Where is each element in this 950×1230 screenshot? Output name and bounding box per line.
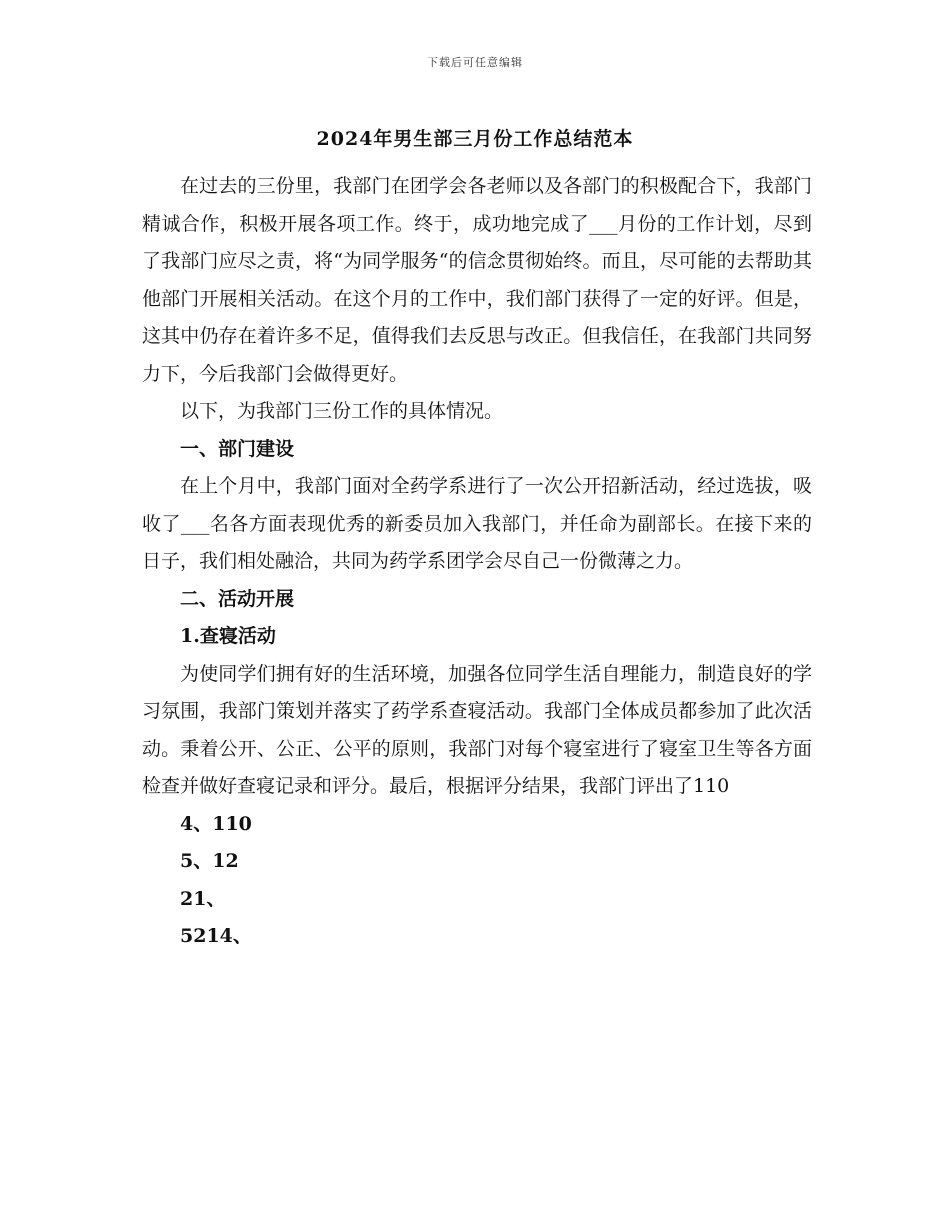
dorm-check-paragraph: 为使同学们拥有好的生活环境，加强各位同学生活自理能力，制造良好的学习氛围，我部门策划并落实了药学系查寝活动。我部门全体成员都参加了此次活动。秉着公开、公正、公平的原则，我部门对每个寝室进行了寝室卫生等各方面检查并做好查寝记录和评分。最后，根据评分结果，我部门评出了110 [142, 662, 812, 797]
document-body [142, 168, 812, 956]
header-note: 下载后可任意编辑 [427, 56, 523, 69]
section-heading-activities: 二、活动开展 [180, 587, 295, 610]
section1-paragraph: 在上个月中，我部门面对全药学系进行了一次公开招新活动，经过选拔，吸收了___名各方面表现优秀的新委员加入我部门，并任命为副部长。在接下来的日子，我们相处融洽，共同为药学系团学会尽自己一份微薄之力。 [142, 475, 812, 572]
section-heading-department-building: 一、部门建设 [180, 437, 295, 460]
list-item: 4、110 [180, 812, 252, 835]
subsection-heading-dorm-check: 1.查寝活动 [180, 625, 276, 647]
list-item: 5、12 [180, 850, 239, 872]
list-item: 5214、 [180, 925, 252, 947]
list-item: 21、 [180, 887, 226, 910]
intro-paragraph: 在过去的三份里，我部门在团学会各老师以及各部门的积极配合下，我部门精诚合作，积极开展各项工作。终于，成功地完成了___月份的工作计划，尽到了我部门应尽之责，将“为同学服务“的信念贯彻始终。而且，尽可能的去帮助其他部门开展相关活动。在这个月的工作中，我们部门获得了一定的好评。但是，这其中仍存在着许多不足，值得我们去反思与改正。但我信任，在我部门共同努力下，今后我部门会做得更好。 [142, 175, 812, 385]
lead-paragraph: 以下，为我部门三份工作的具体情况。 [180, 400, 504, 422]
document-title: 2024年男生部三月份工作总结范本 [316, 128, 634, 150]
